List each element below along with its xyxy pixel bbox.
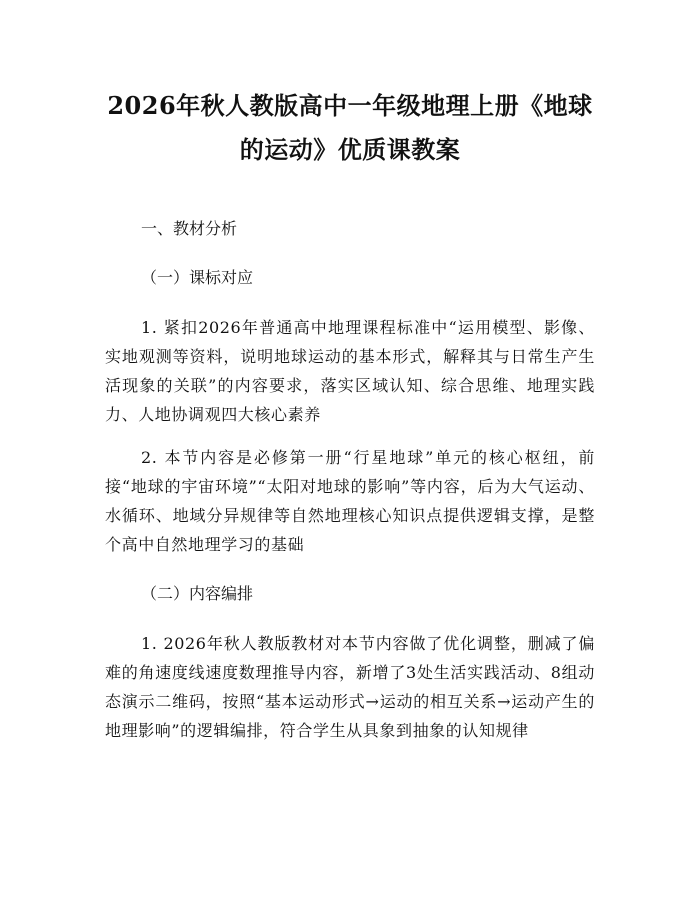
- paragraph-curriculum-standard-2: 2. 本节内容是必修第一册“行星地球”单元的核心枢纽，前接“地球的宇宙环境”“太阳对地球的影响”等内容，后为大气运动、水循环、地域分异规律等自然地理核心知识点提供逻辑支撑，是整个高中自然地理学习的基础: [105, 448, 595, 554]
- subsection-heading-curriculum-standard: （一）课标对应: [141, 268, 254, 287]
- paragraph-content-arrangement-1: 1. 2026年秋人教版教材对本节内容做了优化调整，删减了偏难的角速度线速度数理推导内容，新增了3处生活实践活动、8组动态演示二维码，按照“基本运动形式→运动的相互关系→运动产生的地理影响”的逻辑编排，符合学生从具象到抽象的认知规律: [105, 634, 595, 740]
- paragraph-curriculum-standard-1: 1. 紧扣2026年普通高中地理课程标准中“运用模型、影像、实地观测等资料，说明地球运动的基本形式，解释其与日常生产生活现象的关联”的内容要求，落实区域认知、综合思维、地理实践力、人地协调观四大核心素养: [105, 318, 595, 424]
- section-heading-teaching-material-analysis: 一、教材分析: [141, 219, 238, 238]
- subsection-heading-content-arrangement: （二）内容编排: [141, 584, 254, 603]
- document-title: 2026年秋人教版高中一年级地理上册《地球的运动》优质课教案: [107, 91, 593, 164]
